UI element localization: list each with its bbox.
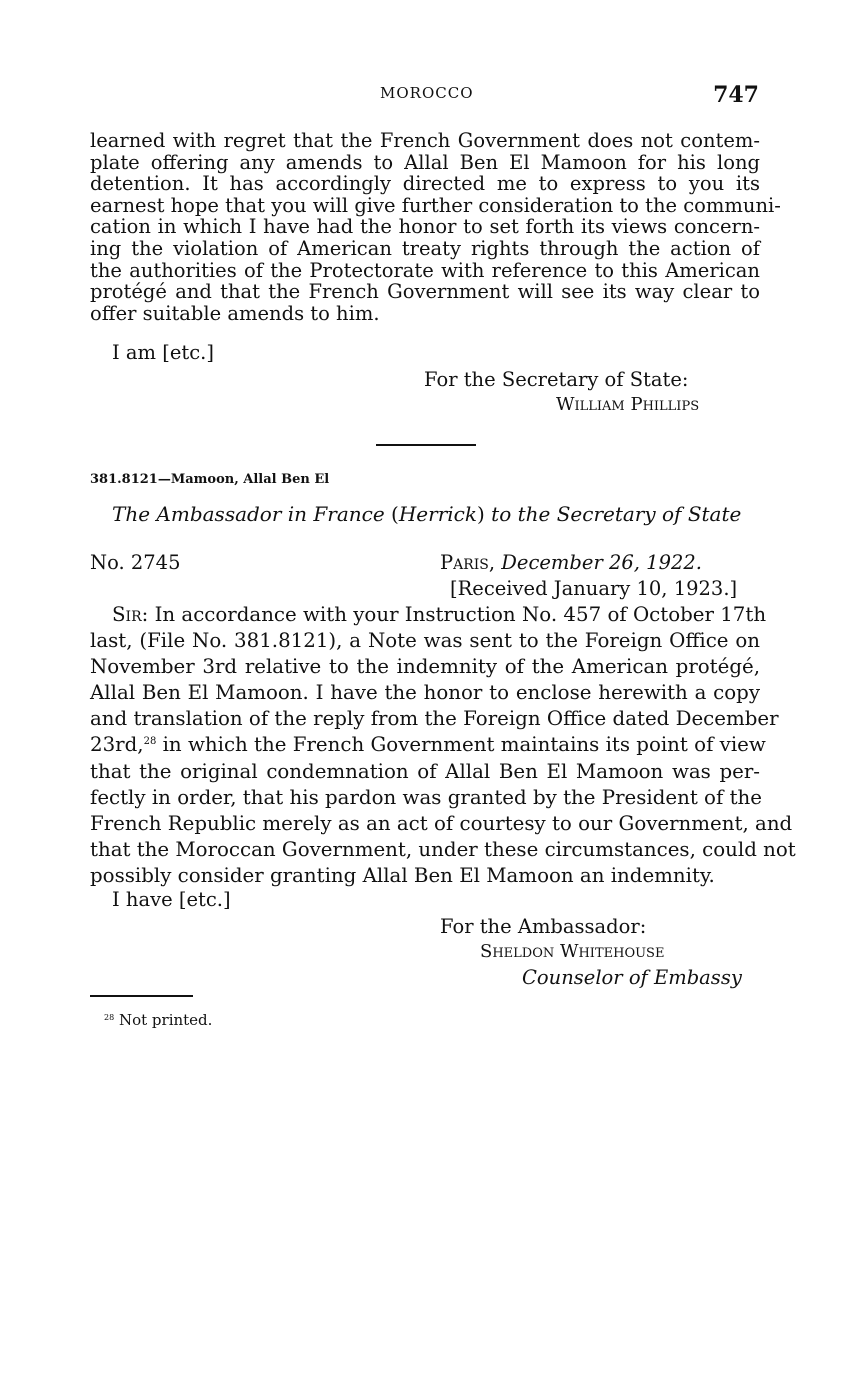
- footnote-text: Not printed.: [118, 1011, 213, 1029]
- paragraph-line: the authorities of the Protectorate with reference to this American: [90, 258, 760, 282]
- letter2-signature-name: Sheldon Whitehouse: [480, 941, 665, 962]
- paragraph-line: ing the violation of American treaty rights through the action of: [90, 236, 760, 260]
- heading-paren: ): [476, 502, 485, 526]
- paragraph-line: earnest hope that you will give further consideration to the communi-: [90, 193, 781, 217]
- paragraph-line: [90, 602, 767, 628]
- document-heading: [112, 502, 741, 526]
- footnote-marker: 28: [104, 1013, 115, 1022]
- heading-name: Herrick: [398, 502, 477, 526]
- letter2-paragraph: [90, 602, 796, 889]
- letter2-closing: I have [etc.]: [112, 888, 231, 911]
- paragraph-line: French Republic merely as an act of courtesy to our Government, and: [90, 811, 793, 835]
- paragraph-line: plate offering any amends to Allal Ben El Mamoon for his long: [90, 150, 760, 174]
- section-divider: [376, 444, 476, 446]
- paragraph-line: detention. It has accordingly directed me to express to you its: [90, 172, 760, 196]
- letter2-signature-title: Counselor of Embassy: [522, 966, 742, 989]
- dateline-date: December 26, 1922.: [501, 551, 703, 574]
- footnote-rule: [90, 995, 193, 997]
- heading-text: to the Secretary of State: [484, 502, 742, 526]
- paragraph-line: that the original condemnation of Allal Ben El Mamoon was per-: [90, 759, 760, 783]
- letter2-signature-for: For the Ambassador:: [440, 915, 647, 938]
- paragraph-line: protégé and that the French Government will see its way clear to: [90, 280, 760, 304]
- paragraph-text: 23rd,: [90, 733, 144, 757]
- paragraph-text: : In accordance with your Instruction No. 457 of October 17th: [141, 603, 767, 626]
- heading-text: The Ambassador in France: [112, 502, 392, 526]
- paragraph-line: fectly in order, that his pardon was granted by the President of the: [90, 785, 762, 809]
- paragraph-line: cation in which I have had the honor to set forth its views concern-: [90, 215, 760, 239]
- page-number: 747: [713, 82, 759, 108]
- file-reference: 381.8121—Mamoon, Allal Ben El: [90, 472, 330, 487]
- paragraph-line: learned with regret that the French Government does not contem-: [90, 129, 760, 152]
- paragraph-line: possibly consider granting Allal Ben El Mamoon an indemnity.: [90, 863, 715, 887]
- dateline-place: Paris,: [440, 551, 496, 574]
- dateline: [440, 551, 702, 574]
- running-head: MOROCCO: [380, 84, 474, 102]
- letter1-closing: I am [etc.]: [112, 341, 214, 364]
- letter1-signature-for: For the Secretary of State:: [424, 368, 689, 391]
- received-note: [Received January 10, 1923.]: [450, 577, 738, 600]
- paragraph-line: [90, 732, 766, 758]
- footnote: [104, 1011, 212, 1029]
- letter1-paragraph: [90, 129, 781, 325]
- paragraph-line: November 3rd relative to the indemnity of the American protégé,: [90, 655, 760, 679]
- letter1-signature-name: William Phillips: [556, 394, 700, 415]
- paragraph-text: in which the French Government maintains its point of view: [156, 733, 766, 757]
- salutation: Sir: [112, 603, 142, 626]
- footnote-reference: 28: [143, 736, 157, 748]
- paragraph-line: last, (File No. 381.8121), a Note was sent to the Foreign Office on: [90, 629, 760, 653]
- document-number: No. 2745: [90, 551, 181, 574]
- paragraph-line: offer suitable amends to him.: [90, 301, 380, 325]
- heading-paren: (: [391, 502, 399, 526]
- paragraph-line: Allal Ben El Mamoon. I have the honor to enclose herewith a copy: [90, 681, 760, 705]
- paragraph-line: that the Moroccan Government, under these circumstances, could not: [90, 837, 796, 861]
- paragraph-line: and translation of the reply from the Foreign Office dated December: [90, 707, 779, 731]
